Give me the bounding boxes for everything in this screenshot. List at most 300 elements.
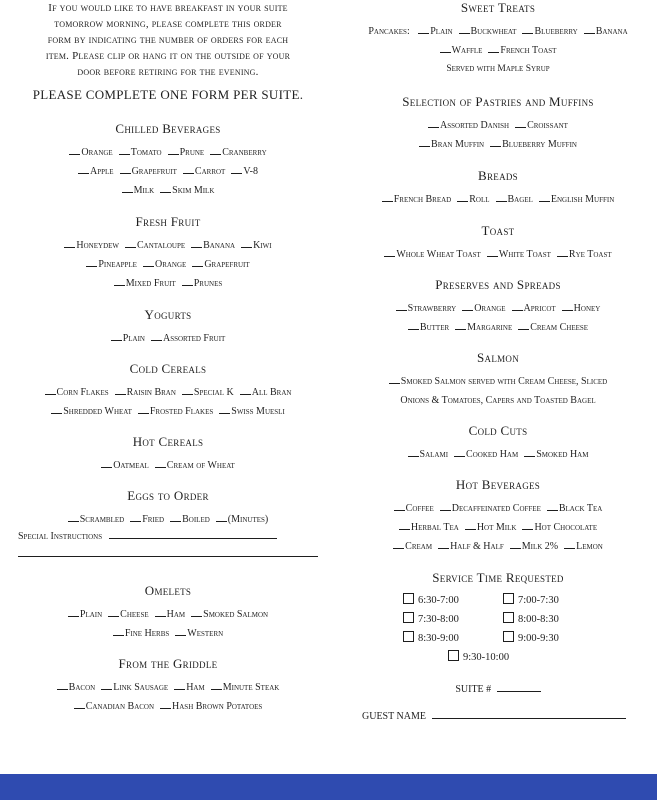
option-label: Cream Cheese bbox=[530, 322, 589, 333]
menu-option[interactable] bbox=[524, 445, 588, 464]
menu-option[interactable] bbox=[175, 624, 223, 643]
quantity-blank[interactable] bbox=[168, 154, 179, 155]
checkbox-icon[interactable] bbox=[503, 593, 514, 604]
quantity-blank[interactable] bbox=[86, 266, 97, 267]
quantity-blank[interactable] bbox=[438, 548, 449, 549]
menu-option[interactable] bbox=[111, 329, 145, 348]
quantity-blank[interactable] bbox=[216, 521, 227, 522]
quantity-blank[interactable] bbox=[496, 201, 507, 202]
menu-option[interactable] bbox=[465, 518, 517, 537]
menu-option[interactable] bbox=[74, 697, 154, 716]
quantity-blank[interactable] bbox=[457, 201, 468, 202]
quantity-blank[interactable] bbox=[211, 689, 222, 690]
quantity-blank[interactable] bbox=[191, 616, 202, 617]
option-label: Western bbox=[187, 628, 224, 639]
option-row bbox=[350, 299, 646, 318]
quantity-blank[interactable] bbox=[108, 616, 119, 617]
quantity-blank[interactable] bbox=[418, 33, 429, 34]
option-label: Frosted Flakes bbox=[149, 406, 214, 417]
quantity-blank[interactable] bbox=[119, 154, 130, 155]
option-label: Banana bbox=[203, 240, 236, 251]
menu-option[interactable] bbox=[418, 22, 452, 41]
menu-option[interactable] bbox=[408, 318, 449, 337]
option-label: White Toast bbox=[498, 249, 551, 260]
menu-option[interactable] bbox=[69, 143, 112, 162]
menu-option[interactable] bbox=[68, 510, 124, 529]
quantity-blank[interactable] bbox=[394, 510, 405, 511]
menu-option[interactable] bbox=[584, 22, 628, 41]
quantity-blank[interactable] bbox=[419, 146, 430, 147]
checkbox-icon[interactable] bbox=[403, 631, 414, 642]
option-label: All Bran bbox=[251, 387, 292, 398]
option-label: Half & Half bbox=[450, 541, 504, 552]
menu-option[interactable] bbox=[408, 445, 449, 464]
menu-option[interactable] bbox=[151, 329, 225, 348]
quantity-blank[interactable] bbox=[120, 173, 131, 174]
service-time-option[interactable] bbox=[403, 649, 593, 666]
option-row bbox=[18, 383, 318, 402]
menu-option[interactable] bbox=[438, 537, 504, 556]
menu-option[interactable] bbox=[539, 190, 614, 209]
quantity-blank[interactable] bbox=[539, 201, 550, 202]
option-label: Herbal Tea bbox=[410, 522, 459, 533]
checkbox-icon[interactable] bbox=[503, 612, 514, 623]
quantity-blank[interactable] bbox=[111, 340, 122, 341]
quantity-blank[interactable] bbox=[101, 467, 112, 468]
option-label: Cantaloupe bbox=[137, 240, 186, 251]
menu-option[interactable] bbox=[240, 383, 292, 402]
option-row bbox=[18, 456, 318, 475]
option-label: Scrambled bbox=[79, 514, 125, 525]
option-label: Cream bbox=[405, 541, 433, 552]
service-time-grid bbox=[350, 592, 646, 666]
quantity-blank[interactable] bbox=[231, 173, 242, 174]
option-label: Grapefruit bbox=[131, 166, 177, 177]
quantity-blank[interactable] bbox=[241, 247, 252, 248]
section-title: Breads bbox=[478, 168, 518, 183]
section-preserves-spreads bbox=[350, 277, 646, 337]
option-label: Cream of Wheat bbox=[166, 460, 235, 471]
menu-option[interactable] bbox=[522, 22, 577, 41]
option-label: Shredded Wheat bbox=[63, 406, 132, 417]
option-label: Smoked Ham bbox=[536, 449, 589, 460]
menu-option[interactable] bbox=[191, 605, 268, 624]
option-row bbox=[350, 245, 646, 264]
menu-option[interactable] bbox=[216, 510, 268, 529]
quantity-blank[interactable] bbox=[182, 394, 193, 395]
service-time-label: 6:30-7:00 bbox=[418, 595, 459, 606]
menu-option[interactable] bbox=[382, 190, 452, 209]
section-title: Toast bbox=[481, 223, 515, 238]
menu-option[interactable] bbox=[160, 181, 214, 200]
option-label: Rye Toast bbox=[568, 249, 612, 260]
menu-option[interactable] bbox=[174, 678, 205, 697]
service-time-option[interactable] bbox=[403, 592, 503, 609]
option-row bbox=[18, 605, 318, 624]
quantity-blank[interactable] bbox=[78, 173, 89, 174]
option-label: French Toast bbox=[500, 45, 557, 56]
menu-option[interactable] bbox=[182, 274, 223, 293]
service-time-label: 7:00-7:30 bbox=[518, 595, 559, 606]
quantity-blank[interactable] bbox=[170, 521, 181, 522]
section-title: Yogurts bbox=[144, 307, 192, 322]
quantity-blank[interactable] bbox=[522, 529, 533, 530]
option-label: Strawberry bbox=[407, 303, 457, 314]
option-label: V-8 bbox=[243, 166, 258, 177]
menu-option[interactable] bbox=[396, 299, 457, 318]
service-time-label: 9:00-9:30 bbox=[518, 633, 559, 644]
guest-name-field[interactable] bbox=[362, 711, 646, 722]
quantity-blank[interactable] bbox=[384, 256, 395, 257]
quantity-blank[interactable] bbox=[487, 256, 498, 257]
section-title: Selection of Pastries and Muffins bbox=[402, 94, 594, 109]
service-time-option[interactable] bbox=[403, 630, 503, 647]
menu-option[interactable] bbox=[462, 299, 505, 318]
menu-option[interactable] bbox=[454, 445, 518, 464]
quantity-blank[interactable] bbox=[455, 329, 466, 330]
quantity-blank[interactable] bbox=[584, 33, 595, 34]
menu-option[interactable] bbox=[115, 383, 176, 402]
option-label: Black Tea bbox=[558, 503, 603, 514]
menu-option[interactable] bbox=[170, 510, 210, 529]
quantity-blank[interactable] bbox=[459, 33, 470, 34]
checkbox-icon[interactable] bbox=[403, 612, 414, 623]
option-label: (Minutes) bbox=[227, 514, 269, 525]
service-time-option[interactable] bbox=[503, 592, 593, 609]
menu-option[interactable] bbox=[399, 518, 459, 537]
option-label: Mixed Fruit bbox=[125, 278, 176, 289]
menu-option[interactable] bbox=[488, 41, 556, 60]
menu-option[interactable] bbox=[490, 135, 577, 154]
option-label: Decaffeinated Coffee bbox=[451, 503, 541, 514]
service-time-label: 8:30-9:00 bbox=[418, 633, 459, 644]
option-label: Skim Milk bbox=[172, 185, 215, 196]
quantity-blank[interactable] bbox=[64, 247, 75, 248]
quantity-blank[interactable] bbox=[69, 154, 80, 155]
checkbox-icon[interactable] bbox=[403, 593, 414, 604]
menu-option[interactable] bbox=[160, 697, 262, 716]
section-from-the-griddle bbox=[18, 656, 318, 716]
quantity-blank[interactable] bbox=[183, 173, 194, 174]
quantity-blank[interactable] bbox=[122, 192, 133, 193]
quantity-blank[interactable] bbox=[113, 635, 124, 636]
quantity-blank[interactable] bbox=[219, 413, 230, 414]
quantity-blank[interactable] bbox=[155, 467, 166, 468]
option-label: Butter bbox=[419, 322, 450, 333]
option-label: Swiss Muesli bbox=[231, 406, 285, 417]
waffle-row bbox=[350, 41, 646, 60]
quantity-blank[interactable] bbox=[175, 635, 186, 636]
special-instructions-field[interactable] bbox=[18, 531, 318, 542]
option-label: Roll bbox=[469, 194, 490, 205]
pancakes-row bbox=[350, 22, 646, 41]
menu-option[interactable] bbox=[101, 678, 168, 697]
option-row bbox=[18, 236, 318, 255]
quantity-blank[interactable] bbox=[51, 413, 62, 414]
quantity-blank[interactable] bbox=[74, 708, 85, 709]
quantity-blank[interactable] bbox=[143, 266, 154, 267]
menu-option[interactable] bbox=[119, 143, 162, 162]
quantity-blank[interactable] bbox=[510, 548, 521, 549]
quantity-blank[interactable] bbox=[428, 127, 439, 128]
menu-option[interactable] bbox=[231, 162, 258, 181]
quantity-blank[interactable] bbox=[408, 329, 419, 330]
menu-option[interactable] bbox=[440, 499, 541, 518]
menu-option[interactable] bbox=[384, 245, 480, 264]
intro-text bbox=[18, 0, 318, 80]
menu-option[interactable] bbox=[557, 245, 612, 264]
option-label: Milk 2% bbox=[521, 541, 559, 552]
option-label: Pineapple bbox=[98, 259, 137, 270]
menu-option[interactable] bbox=[393, 537, 432, 556]
option-label: Minute Steak bbox=[222, 682, 280, 693]
quantity-blank[interactable] bbox=[512, 310, 523, 311]
menu-option[interactable] bbox=[125, 236, 185, 255]
maple-syrup-note: Served with Maple Syrup bbox=[446, 64, 550, 74]
quantity-blank[interactable] bbox=[396, 310, 407, 311]
menu-option[interactable] bbox=[219, 402, 285, 421]
quantity-blank[interactable] bbox=[408, 456, 419, 457]
intro-line: form by indicating the number of orders for each bbox=[47, 34, 289, 46]
quantity-blank[interactable] bbox=[174, 689, 185, 690]
one-form-notice: PLEASE COMPLETE ONE FORM PER SUITE. bbox=[32, 87, 304, 102]
menu-option[interactable] bbox=[518, 318, 588, 337]
menu-option[interactable] bbox=[78, 162, 114, 181]
menu-option[interactable] bbox=[394, 499, 434, 518]
menu-option[interactable] bbox=[496, 190, 533, 209]
section-pastries-muffins bbox=[350, 94, 646, 154]
option-label: Banana bbox=[595, 26, 628, 37]
quantity-blank[interactable] bbox=[547, 510, 558, 511]
option-label: Smoked Salmon bbox=[203, 609, 269, 620]
menu-option[interactable] bbox=[108, 605, 148, 624]
quantity-blank[interactable] bbox=[522, 33, 533, 34]
option-label: Orange bbox=[474, 303, 506, 314]
section-title: Cold Cuts bbox=[468, 423, 528, 438]
menu-option[interactable] bbox=[192, 255, 249, 274]
menu-option[interactable] bbox=[138, 402, 213, 421]
option-label: Hot Milk bbox=[476, 522, 517, 533]
section-hot-cereals bbox=[18, 434, 318, 475]
option-label: Cooked Ham bbox=[466, 449, 519, 460]
quantity-blank[interactable] bbox=[130, 521, 141, 522]
option-label: Plain bbox=[430, 26, 453, 37]
menu-option[interactable] bbox=[130, 510, 164, 529]
option-label: Cheese bbox=[120, 609, 149, 620]
option-row bbox=[18, 624, 318, 643]
suite-number-line[interactable] bbox=[497, 691, 541, 692]
menu-option[interactable] bbox=[515, 116, 568, 135]
menu-option[interactable] bbox=[114, 274, 176, 293]
service-time-label: 9:30-10:00 bbox=[463, 652, 510, 663]
quantity-blank[interactable] bbox=[240, 394, 251, 395]
menu-option[interactable] bbox=[459, 22, 517, 41]
menu-option[interactable] bbox=[155, 605, 186, 624]
option-label: Canadian Bacon bbox=[85, 701, 155, 712]
section-salmon bbox=[350, 350, 646, 410]
option-row bbox=[350, 318, 646, 337]
menu-option[interactable] bbox=[428, 116, 509, 135]
salmon-option[interactable] bbox=[350, 372, 646, 391]
section-yogurts bbox=[18, 307, 318, 348]
intro-line: tomorrow morning, please complete this order bbox=[54, 18, 282, 30]
service-time-option[interactable] bbox=[503, 630, 593, 647]
quantity-blank[interactable] bbox=[192, 266, 203, 267]
quantity-blank[interactable] bbox=[114, 285, 125, 286]
menu-option[interactable] bbox=[68, 605, 102, 624]
option-label: Salami bbox=[419, 449, 449, 460]
quantity-blank[interactable] bbox=[399, 529, 410, 530]
quantity-blank[interactable] bbox=[515, 127, 526, 128]
section-toast bbox=[350, 223, 646, 264]
service-time-option[interactable] bbox=[503, 611, 593, 628]
section-title: Hot Beverages bbox=[455, 477, 541, 492]
menu-option[interactable] bbox=[564, 537, 603, 556]
section-title: Hot Cereals bbox=[132, 434, 204, 449]
section-omelets bbox=[18, 583, 318, 643]
option-row bbox=[18, 143, 318, 162]
section-title: Service Time Requested bbox=[432, 570, 564, 585]
menu-option[interactable] bbox=[440, 41, 483, 60]
section-title: Cold Cereals bbox=[129, 361, 207, 376]
option-row bbox=[18, 678, 318, 697]
quantity-blank[interactable] bbox=[564, 548, 575, 549]
menu-option[interactable] bbox=[86, 255, 137, 274]
quantity-blank[interactable] bbox=[45, 394, 56, 395]
guest-name-line[interactable] bbox=[432, 718, 626, 719]
quantity-blank[interactable] bbox=[518, 329, 529, 330]
quantity-blank[interactable] bbox=[382, 201, 393, 202]
menu-option[interactable] bbox=[455, 318, 512, 337]
menu-option[interactable] bbox=[211, 678, 280, 697]
menu-option[interactable] bbox=[143, 255, 186, 274]
menu-option[interactable] bbox=[419, 135, 484, 154]
quantity-blank[interactable] bbox=[393, 548, 404, 549]
option-label: Waffle bbox=[451, 45, 483, 56]
service-time-label: 7:30-8:00 bbox=[418, 614, 459, 625]
option-row bbox=[18, 697, 318, 716]
section-service-time bbox=[350, 570, 646, 666]
option-label: Boiled bbox=[182, 514, 210, 525]
suite-number-field[interactable] bbox=[350, 684, 646, 695]
option-row bbox=[350, 537, 646, 556]
option-label: French Bread bbox=[393, 194, 452, 205]
option-label: Bacon bbox=[68, 682, 96, 693]
quantity-blank[interactable] bbox=[210, 154, 221, 155]
option-label: Croissant bbox=[527, 120, 568, 131]
option-label: Plain bbox=[79, 609, 103, 620]
quantity-blank[interactable] bbox=[68, 521, 79, 522]
quantity-blank[interactable] bbox=[462, 310, 473, 311]
service-time-option[interactable] bbox=[403, 611, 503, 628]
quantity-blank[interactable] bbox=[160, 192, 171, 193]
menu-option[interactable] bbox=[512, 299, 556, 318]
quantity-blank[interactable] bbox=[138, 413, 149, 414]
section-title: Fresh Fruit bbox=[135, 214, 201, 229]
quantity-blank[interactable] bbox=[151, 340, 162, 341]
option-label: Prunes bbox=[193, 278, 223, 289]
menu-option[interactable] bbox=[210, 143, 266, 162]
menu-option[interactable] bbox=[122, 181, 155, 200]
quantity-blank[interactable] bbox=[440, 510, 451, 511]
quantity-blank[interactable] bbox=[101, 689, 112, 690]
quantity-blank[interactable] bbox=[115, 394, 126, 395]
option-label: Blueberry bbox=[534, 26, 578, 37]
special-instructions-line-2[interactable] bbox=[18, 556, 318, 557]
menu-option[interactable] bbox=[155, 456, 235, 475]
menu-option[interactable] bbox=[113, 624, 169, 643]
menu-option[interactable] bbox=[183, 162, 225, 181]
menu-option[interactable] bbox=[191, 236, 235, 255]
quantity-blank[interactable] bbox=[488, 52, 499, 53]
quantity-blank[interactable] bbox=[490, 146, 501, 147]
quantity-blank[interactable] bbox=[182, 285, 193, 286]
quantity-blank[interactable] bbox=[440, 52, 451, 53]
menu-option[interactable] bbox=[101, 456, 149, 475]
quantity-blank[interactable] bbox=[68, 616, 79, 617]
menu-option[interactable] bbox=[457, 190, 489, 209]
checkbox-icon[interactable] bbox=[503, 631, 514, 642]
suite-number-label: SUITE # bbox=[455, 684, 492, 695]
quantity-blank[interactable] bbox=[155, 616, 166, 617]
special-instructions-label: Special Instructions bbox=[18, 531, 103, 542]
option-label: Apricot bbox=[523, 303, 556, 314]
menu-option[interactable] bbox=[487, 245, 551, 264]
section-title: Omelets bbox=[144, 583, 192, 598]
menu-option[interactable] bbox=[120, 162, 177, 181]
menu-option[interactable] bbox=[522, 518, 597, 537]
option-row bbox=[18, 274, 318, 293]
special-instructions-line[interactable] bbox=[109, 538, 277, 539]
pancakes-label: Pancakes: bbox=[368, 26, 410, 37]
menu-option[interactable] bbox=[64, 236, 119, 255]
quantity-blank[interactable] bbox=[524, 456, 535, 457]
menu-option[interactable] bbox=[45, 383, 109, 402]
option-label: Whole Wheat Toast bbox=[396, 249, 481, 260]
option-label: Hash Brown Potatoes bbox=[172, 701, 263, 712]
quantity-blank[interactable] bbox=[557, 256, 568, 257]
option-label: Fried bbox=[142, 514, 165, 525]
menu-option[interactable] bbox=[51, 402, 132, 421]
section-title: Preserves and Spreads bbox=[435, 277, 561, 292]
quantity-blank[interactable] bbox=[465, 529, 476, 530]
quantity-blank[interactable] bbox=[454, 456, 465, 457]
option-label: Assorted Danish bbox=[440, 120, 510, 131]
option-label: Carrot bbox=[194, 166, 226, 177]
checkbox-icon[interactable] bbox=[448, 650, 459, 661]
quantity-blank[interactable] bbox=[191, 247, 202, 248]
quantity-blank[interactable] bbox=[125, 247, 136, 248]
option-row bbox=[18, 402, 318, 421]
section-fresh-fruit bbox=[18, 214, 318, 293]
menu-option[interactable] bbox=[241, 236, 272, 255]
menu-option[interactable] bbox=[168, 143, 205, 162]
menu-option[interactable] bbox=[547, 499, 602, 518]
option-row bbox=[18, 255, 318, 274]
quantity-blank[interactable] bbox=[562, 310, 573, 311]
menu-option[interactable] bbox=[562, 299, 601, 318]
quantity-blank[interactable] bbox=[57, 689, 68, 690]
quantity-blank[interactable] bbox=[160, 708, 171, 709]
section-title: From the Griddle bbox=[118, 656, 218, 671]
menu-option[interactable] bbox=[57, 678, 96, 697]
option-label: English Muffin bbox=[550, 194, 615, 205]
menu-option[interactable] bbox=[510, 537, 558, 556]
option-label: Grapefruit bbox=[204, 259, 250, 270]
quantity-blank[interactable] bbox=[389, 383, 400, 384]
section-title: Sweet Treats bbox=[460, 0, 536, 15]
menu-option[interactable] bbox=[182, 383, 234, 402]
